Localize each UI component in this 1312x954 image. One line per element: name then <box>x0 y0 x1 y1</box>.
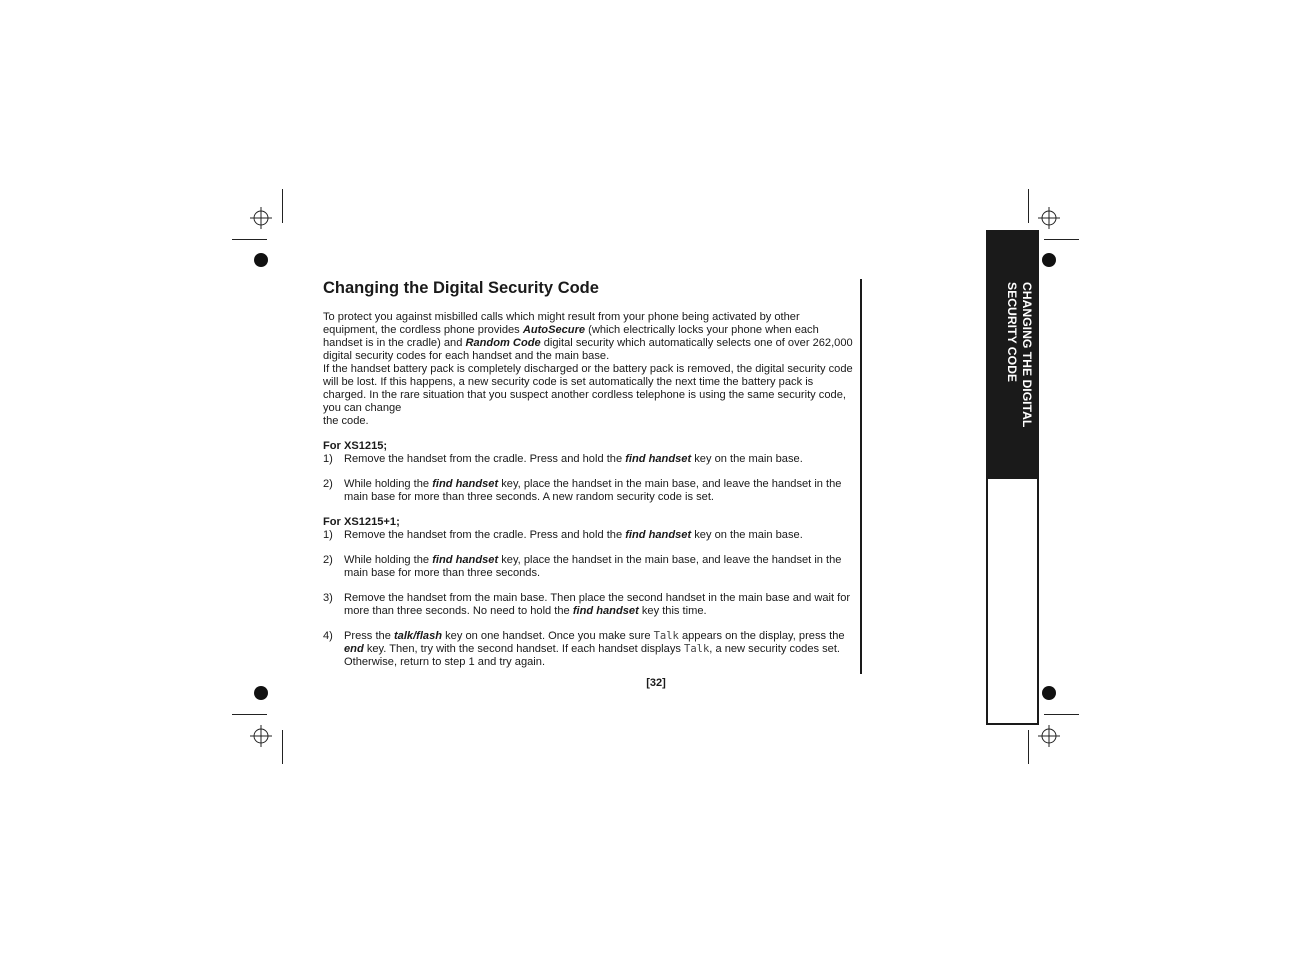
list-item <box>323 592 855 618</box>
text-span: key on the main base. <box>691 529 803 541</box>
text-span: key. Then, try with the second handset. If each handset displays <box>363 643 684 655</box>
step-number: 2) <box>323 554 333 566</box>
page-number: [32] <box>646 677 666 689</box>
step-number: 2) <box>323 478 333 490</box>
registration-mark-icon <box>250 207 272 229</box>
step-number: 1) <box>323 453 333 465</box>
registration-dot-icon <box>254 253 268 267</box>
intro-paragraph <box>323 311 855 363</box>
autosecure-term: AutoSecure <box>522 324 586 336</box>
list-item <box>323 478 855 504</box>
text-span: , a new security codes set. Otherwise, return to step 1 and try again. <box>344 643 841 668</box>
text-span: Remove the handset from the cradle. Press and hold the <box>344 453 626 465</box>
display-text: Talk <box>684 643 710 655</box>
battery-paragraph-end: the code. <box>323 415 369 427</box>
registration-dot-icon <box>1042 253 1056 267</box>
crop-mark <box>1028 189 1029 223</box>
text-span: Press the <box>344 630 394 642</box>
text-span: appears on the display, press the <box>678 630 845 642</box>
key-name: find handset <box>625 453 692 465</box>
display-text: Talk <box>653 630 679 642</box>
column-divider <box>860 279 862 674</box>
text-span: While holding the <box>344 554 433 566</box>
key-name: find handset <box>625 529 692 541</box>
text-span: key on the main base. <box>691 453 803 465</box>
side-tab <box>986 230 1039 725</box>
text-span: (which electrically locks your phone when each handset is in the cradle) and <box>323 324 819 349</box>
registration-mark-icon <box>1038 207 1060 229</box>
crop-mark <box>1028 730 1029 764</box>
text-span: While holding the <box>344 478 433 490</box>
page-title: Changing the Digital Security Code <box>323 279 599 297</box>
text-span: key, place the handset in the main base, and leave the handset in the main base for more than three seconds. <box>344 554 842 579</box>
side-tab-header <box>988 232 1037 479</box>
key-name: find handset <box>572 605 639 617</box>
key-name: end <box>344 643 364 655</box>
crop-mark <box>1044 714 1079 715</box>
key-name: find handset <box>432 478 499 490</box>
main-content <box>323 311 855 669</box>
text-span: key this time. <box>638 605 707 617</box>
section-heading-xs1215-1: For XS1215+1; <box>323 516 400 528</box>
registration-mark-icon <box>1038 725 1060 747</box>
registration-dot-icon <box>254 686 268 700</box>
battery-paragraph: If the handset battery pack is completely discharged or the battery pack is removed, the digital security code will be lost. If this happens, a new security code is set automatically the next time the battery pack is charged. In the rare situation that you suspect another cordless telephone is using the same security code, you can change <box>323 363 853 414</box>
key-name: talk/flash <box>393 630 443 642</box>
text-span: To protect you against misbilled calls which might result from your phone being activated by other equipment, the cordless phone provides <box>323 311 800 336</box>
text-span: key on one handset. Once you make sure <box>442 630 654 642</box>
step-number: 4) <box>323 630 333 642</box>
crop-mark <box>282 730 283 764</box>
step-number: 3) <box>323 592 333 604</box>
section-heading-xs1215: For XS1215; <box>323 440 388 452</box>
key-name: find handset <box>432 554 499 566</box>
text-span: digital security which automatically selects one of over 262,000 digital security codes for each handset and the main base. <box>323 337 853 362</box>
crop-mark <box>232 239 267 240</box>
list-item <box>323 453 855 466</box>
random-code-term: Random Code <box>465 337 541 349</box>
side-tab-label: CHANGING THE DIGITAL SECURITY CODE <box>1005 282 1034 428</box>
crop-mark <box>232 714 267 715</box>
list-item <box>323 630 855 669</box>
text-span: key, place the handset in the main base, and leave the handset in the main base for more than three seconds. A new random security code is set. <box>344 478 842 503</box>
step-number: 1) <box>323 529 333 541</box>
crop-mark <box>1044 239 1079 240</box>
list-item <box>323 529 855 542</box>
text-span: Remove the handset from the main base. Then place the second handset in the main base and wait for more than three seconds. No need to hold the <box>344 592 851 617</box>
crop-mark <box>282 189 283 223</box>
registration-dot-icon <box>1042 686 1056 700</box>
text-span: Remove the handset from the cradle. Press and hold the <box>344 529 626 541</box>
registration-mark-icon <box>250 725 272 747</box>
list-item <box>323 554 855 580</box>
